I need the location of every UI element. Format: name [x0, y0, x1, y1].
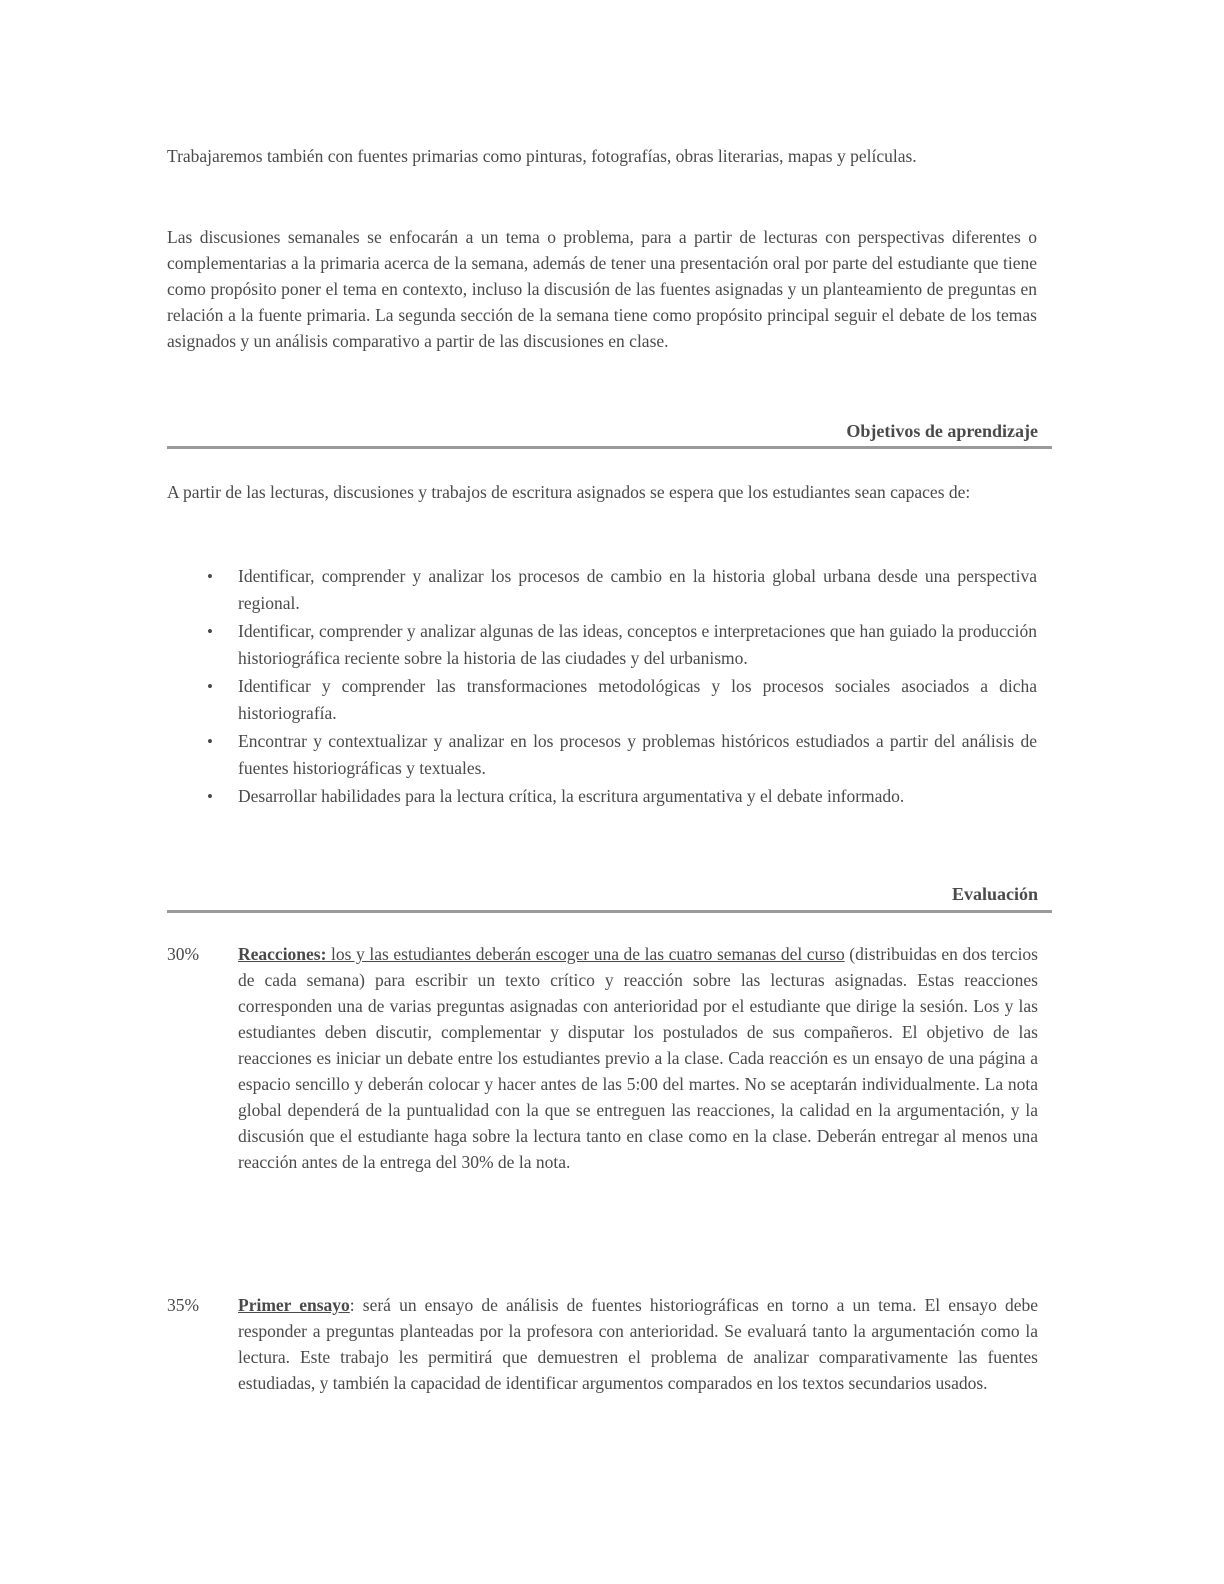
list-item	[207, 728, 1037, 782]
list-item-text: Identificar y comprender las transformaciones metodológicas y los procesos sociales asociados a dicha historiografía.	[238, 676, 1037, 723]
bullet-icon: •	[207, 677, 213, 696]
section-heading-evaluacion: Evaluación	[951, 884, 1038, 904]
evaluation-percentage: 30%	[167, 944, 200, 964]
objectives-list	[207, 563, 1037, 811]
bullet-icon: •	[207, 622, 213, 641]
list-item	[207, 673, 1037, 727]
intro-paragraph-1: Trabajaremos también con fuentes primarias como pinturas, fotografías, obras literarias, mapas y películas.	[167, 146, 917, 166]
evaluation-percentage: 35%	[167, 1295, 200, 1315]
evaluation-body-text: (distribuidas en dos tercios de cada semana) para escribir un texto crítico y reacción sobre las lecturas asignadas. Estas reacciones corresponden una de varias preguntas asignadas con anterioridad por el estudiante que dirige la sesión. Los y las estudiantes deben discutir, complementar y disputar los postulados de sus compañeros. El objetivo de las reacciones es iniciar un debate entre los estudiantes previo a la clase. Cada reacción es un ensayo de una página a espacio sencillo y deberán colocar y hacer antes de las 5:00 del martes. No se aceptarán individualmente. La nota global dependerá de la puntualidad con la que se entreguen las reacciones, la calidad en la argumentación, y la discusión que el estudiante haga sobre la lectura tanto en clase como en la clase. Deberán entregar al menos una reacción antes de la entrega del 30% de la nota.	[238, 944, 1038, 1172]
objectives-intro: A partir de las lecturas, discusiones y trabajos de escritura asignados se espera que los estudiantes sean capaces de:	[167, 482, 971, 502]
list-item-text: Encontrar y contextualizar y analizar en los procesos y problemas históricos estudiados a partir del análisis de fuentes historiográficas y textuales.	[238, 731, 1037, 778]
list-item-text: Identificar, comprender y analizar los procesos de cambio en la historia global urbana desde una perspectiva regional.	[238, 566, 1037, 613]
evaluation-description	[238, 1292, 1038, 1396]
evaluation-lead-text: los y las estudiantes deberán escoger una de las cuatro semanas del curso	[326, 944, 845, 964]
section-divider	[167, 446, 1052, 449]
list-item	[207, 618, 1037, 672]
list-item-text: Desarrollar habilidades para la lectura crítica, la escritura argumentativa y el debate informado.	[238, 786, 905, 806]
section-divider	[167, 910, 1052, 913]
intro-paragraph-2: Las discusiones semanales se enfocarán a un tema o problema, para a partir de lecturas con perspectivas diferentes o complementarias a la primaria acerca de la semana, además de tener una presentación oral por parte del estudiante que tiene como propósito poner el tema en contexto, incluso la discusión de las fuentes asignadas y un planteamiento de preguntas en relación a la fuente primaria. La segunda sección de la semana tiene como propósito principal seguir el debate de los temas asignados y un análisis comparativo a partir de las discusiones en clase.	[167, 227, 1037, 351]
evaluation-description	[238, 941, 1038, 1175]
bullet-icon: •	[207, 787, 213, 806]
section-heading-objetivos: Objetivos de aprendizaje	[846, 421, 1038, 441]
list-item	[207, 783, 1037, 810]
evaluation-term: Reacciones:	[238, 944, 327, 964]
bullet-icon: •	[207, 732, 213, 751]
list-item-text: Identificar, comprender y analizar algunas de las ideas, conceptos e interpretaciones que han guiado la producción historiográfica reciente sobre la historia de las ciudades y del urbanismo.	[238, 621, 1037, 668]
evaluation-term: Primer ensayo	[238, 1295, 350, 1315]
bullet-icon: •	[207, 567, 213, 586]
evaluation-body-text: : será un ensayo de análisis de fuentes historiográficas en torno a un tema. El ensayo debe responder a preguntas planteadas por la profesora con anterioridad. Se evaluará tanto la argumentación como la lectura. Este trabajo les permitirá que demuestren el problema de analizar comparativamente las fuentes estudiadas, y también la capacidad de identificar argumentos comparados en los textos secundarios usados.	[238, 1295, 1038, 1393]
list-item	[207, 563, 1037, 617]
